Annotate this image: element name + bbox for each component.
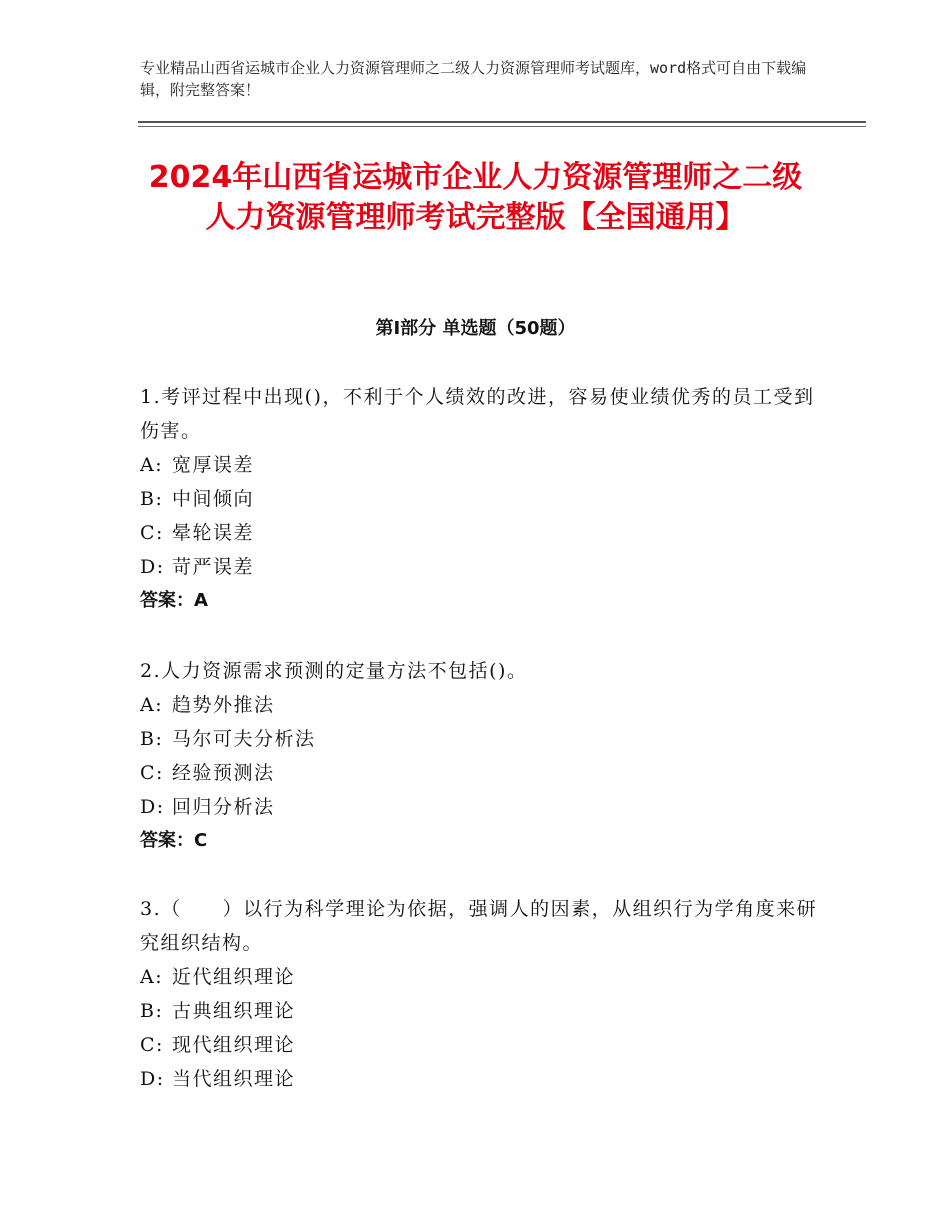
option-key: D: [140, 1068, 165, 1090]
option-text: 宽厚误差 [172, 454, 255, 476]
option-text: 经验预测法 [172, 762, 275, 784]
option-d [140, 790, 830, 824]
option-b [140, 722, 830, 756]
option-a [140, 688, 830, 722]
question-stem: 1.考评过程中出现()，不利于个人绩效的改进，容易使业绩优秀的员工受到伤害。 [140, 386, 815, 442]
header-divider-thick [138, 121, 866, 123]
document-title: 2024年山西省运城市企业人力资源管理师之二级人力资源管理师考试完整版【全国通用】 [148, 160, 803, 235]
option-d [140, 1062, 830, 1096]
option-text: 古典组织理论 [172, 1000, 296, 1022]
header-note: 专业精品山西省运城市企业人力资源管理师之二级人力资源管理师考试题库，word格式可自由下载编辑，附完整答案！ [140, 59, 807, 99]
section-title: 第Ⅰ部分 单选题（50题） [375, 318, 576, 339]
option-c [140, 756, 830, 790]
option-key: B: [140, 1000, 164, 1022]
question-2 [140, 654, 830, 858]
answer: 答案：A [140, 590, 208, 611]
option-key: B: [140, 728, 164, 750]
answer: 答案：C [140, 830, 208, 851]
option-key: A: [140, 694, 164, 716]
option-key: A: [140, 454, 164, 476]
option-text: 回归分析法 [172, 796, 275, 818]
question-1 [140, 380, 830, 618]
question-stem: 3.（ ）以行为科学理论为依据，强调人的因素，从组织行为学角度来研究组织结构。 [140, 898, 818, 954]
option-a [140, 448, 830, 482]
option-text: 现代组织理论 [172, 1034, 296, 1056]
option-key: D: [140, 796, 165, 818]
option-key: D: [140, 556, 165, 578]
option-d [140, 550, 830, 584]
option-text: 马尔可夫分析法 [172, 728, 316, 750]
option-text: 近代组织理论 [172, 966, 296, 988]
option-a [140, 960, 830, 994]
option-b [140, 482, 830, 516]
option-text: 当代组织理论 [172, 1068, 296, 1090]
option-key: C: [140, 762, 164, 784]
question-stem: 2.人力资源需求预测的定量方法不包括()。 [140, 660, 528, 682]
option-c [140, 1028, 830, 1062]
question-3 [140, 892, 830, 1096]
option-c [140, 516, 830, 550]
header-divider-thin [138, 126, 866, 127]
option-text: 苛严误差 [172, 556, 255, 578]
option-key: A: [140, 966, 164, 988]
option-text: 晕轮误差 [172, 522, 255, 544]
option-text: 趋势外推法 [172, 694, 275, 716]
option-key: B: [140, 488, 164, 510]
option-key: C: [140, 1034, 164, 1056]
option-b [140, 994, 830, 1028]
option-key: C: [140, 522, 164, 544]
option-text: 中间倾向 [172, 488, 255, 510]
